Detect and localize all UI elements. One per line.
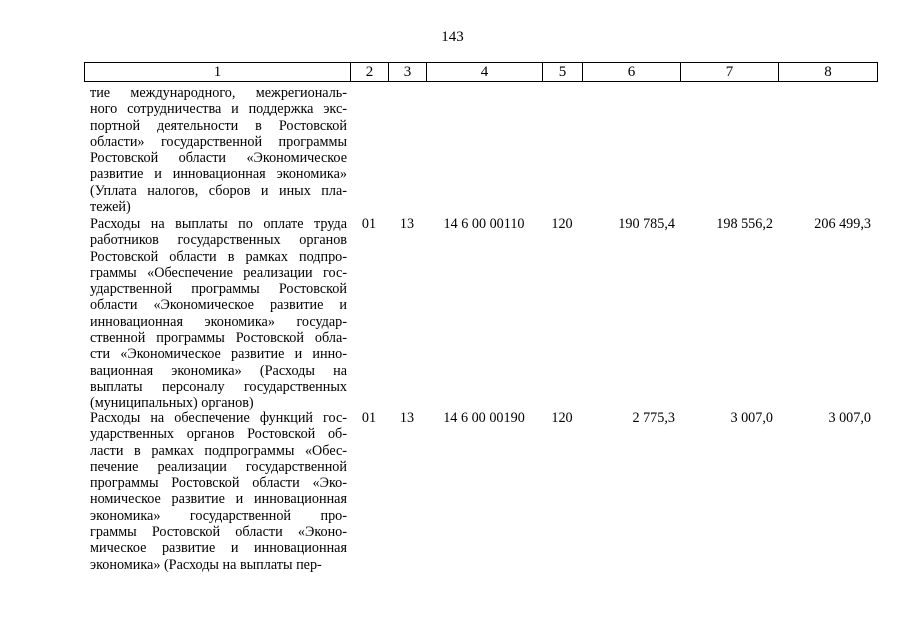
- description-line: ласти в рамках подпрограммы «Обес-: [90, 442, 347, 459]
- subsection-code: 13: [399, 216, 415, 232]
- expense-type-code: 120: [551, 216, 573, 232]
- description-line: развитие и инновационная экономика»: [90, 166, 347, 183]
- table-header: [84, 62, 878, 82]
- section-code: [350, 85, 388, 215]
- description-line: ударственных органов Ростовской об-: [90, 426, 347, 443]
- description-line: ственной программы Ростовской обла-: [90, 330, 347, 347]
- description-line: номическое развитие и инновационная: [90, 491, 347, 508]
- description-line: ударственной программы Ростовской: [90, 281, 347, 298]
- target-article-code: 14 6 00 00110: [443, 216, 525, 232]
- description-line: ного сотрудничества и поддержка экс-: [90, 101, 347, 118]
- row-description: [84, 216, 350, 412]
- section-code: 01: [361, 216, 377, 232]
- amount-col-7: 3 007,0: [730, 410, 773, 426]
- amount-col-8: [778, 85, 876, 215]
- description-line: Ростовской области в рамках подпро-: [90, 248, 347, 265]
- description-line: Ростовской области «Экономическое: [90, 150, 347, 167]
- table-row: [84, 85, 876, 215]
- header-col-2: 2: [351, 63, 389, 81]
- amount-col-6: [582, 85, 680, 215]
- row-description: [84, 410, 350, 573]
- target-article-code: [426, 85, 542, 215]
- expense-type-code: 120: [551, 410, 573, 426]
- description-line: Расходы на обеспечение функций гос-: [90, 410, 347, 426]
- table-row: [84, 216, 876, 412]
- description-line: (Уплата налогов, сборов и иных пла-: [90, 182, 347, 199]
- amount-col-8: 206 499,3: [814, 216, 871, 232]
- header-col-8: 8: [824, 64, 832, 80]
- row-description: [84, 85, 350, 215]
- description-line: сти «Экономическое развитие и инно-: [90, 346, 347, 363]
- description-line: мическое развитие и инновационная: [90, 540, 347, 557]
- description-line: тие международного, межрегиональ-: [90, 85, 347, 101]
- header-col-5: 5: [543, 63, 583, 81]
- amount-col-6: 190 785,4: [618, 216, 675, 232]
- description-line: печение реализации государственной: [90, 458, 347, 475]
- description-line: работников государственных органов: [90, 232, 347, 249]
- description-line: граммы «Обеспечение реализации гос-: [90, 264, 347, 281]
- description-line: области» государственной программы: [90, 133, 347, 150]
- description-line: выплаты персоналу государственных: [90, 378, 347, 395]
- header-col-7: 7: [681, 63, 779, 81]
- amount-col-6: 2 775,3: [632, 410, 675, 426]
- description-line: граммы Ростовской области «Эконо-: [90, 524, 347, 541]
- expense-type-code: [542, 85, 582, 215]
- subsection-code: 13: [399, 410, 415, 426]
- amount-col-7: [680, 85, 778, 215]
- description-line: программы Ростовской области «Эко-: [90, 475, 347, 492]
- page-number: 143: [441, 29, 464, 45]
- description-line: Расходы на выплаты по оплате труда: [90, 216, 347, 232]
- target-article-code: 14 6 00 00190: [443, 410, 525, 426]
- description-line: области «Экономическое развитие и: [90, 297, 347, 314]
- subsection-code: [388, 85, 426, 215]
- description-line: (муниципальных) органов): [90, 395, 254, 412]
- description-line: портной деятельности в Ростовской: [90, 117, 347, 134]
- section-code: 01: [361, 410, 377, 426]
- description-line: тежей): [90, 199, 131, 216]
- header-col-4: 4: [427, 63, 543, 81]
- description-line: инновационная экономика» государ-: [90, 313, 347, 330]
- description-line: экономика» (Расходы на выплаты пер-: [90, 556, 322, 573]
- table-row: [84, 410, 876, 573]
- header-col-3: 3: [389, 63, 427, 81]
- header-col-1: 1: [85, 63, 351, 81]
- amount-col-8: 3 007,0: [828, 410, 871, 426]
- description-line: вационная экономика» (Расходы на: [90, 362, 347, 379]
- amount-col-7: 198 556,2: [716, 216, 773, 232]
- description-line: экономика» государственной про-: [90, 507, 347, 524]
- header-col-6: 6: [583, 63, 681, 81]
